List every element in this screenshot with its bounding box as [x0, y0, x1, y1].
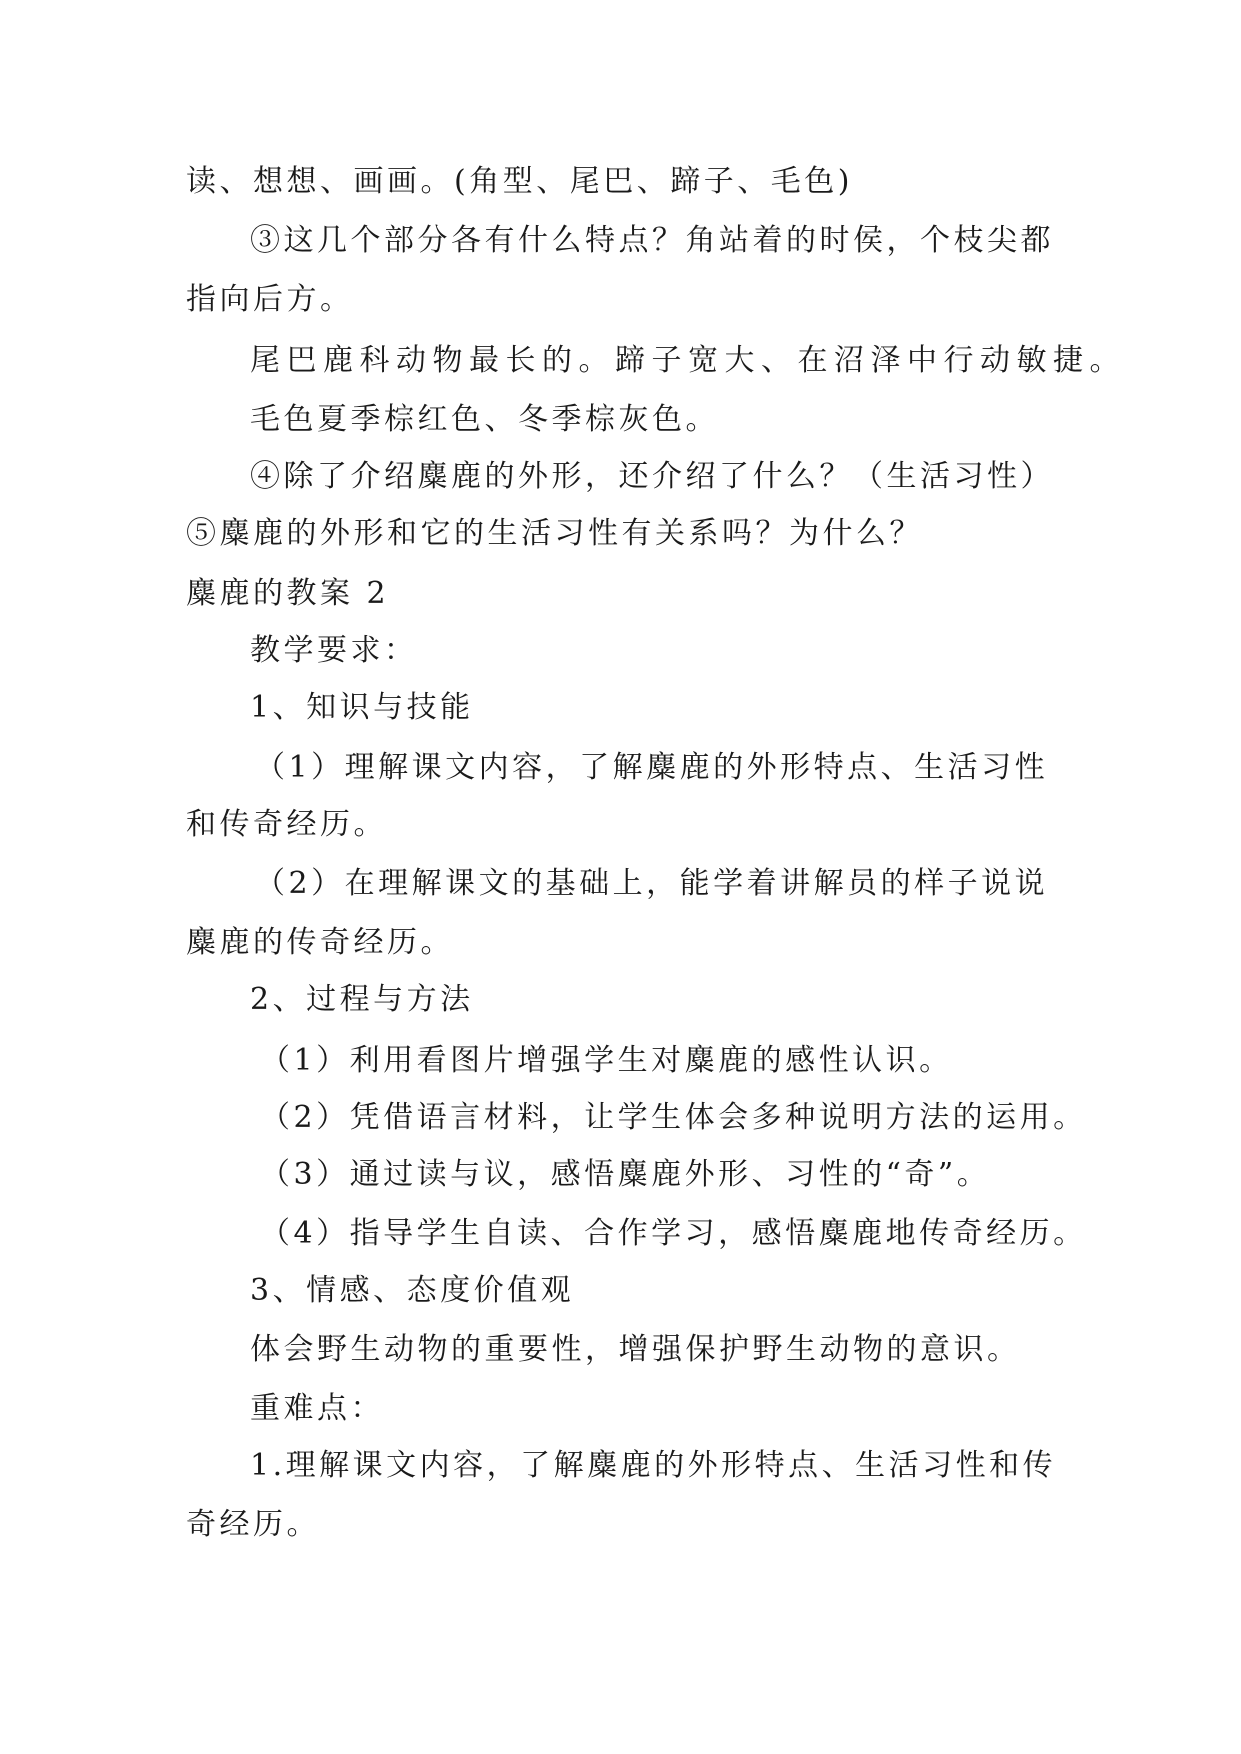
text-line: ③这几个部分各有什么特点？角站着的时侯，个枝尖都	[250, 223, 1054, 258]
text-line: （2）凭借语言材料，让学生体会多种说明方法的运用。	[260, 1100, 1087, 1135]
text-line: 指向后方。	[186, 282, 354, 317]
text-line: 读、想想、画画。(角型、尾巴、蹄子、毛色)	[186, 164, 853, 199]
text-line: 麋鹿的传奇经历。	[186, 925, 454, 960]
text-line: 体会野生动物的重要性，增强保护野生动物的意识。	[250, 1332, 1021, 1367]
text-line: （2）在理解课文的基础上，能学着讲解员的样子说说	[255, 866, 1049, 901]
text-line: 尾巴鹿科动物最长的。蹄子宽大、在沼泽中行动敏捷。	[250, 343, 1126, 378]
text-line: ④除了介绍麋鹿的外形，还介绍了什么？（生活习性）	[250, 459, 1054, 494]
text-line: （3）通过读与议，感悟麋鹿外形、习性的“奇”。	[260, 1157, 991, 1192]
text-line: 毛色夏季棕红色、冬季棕灰色。	[250, 402, 719, 437]
text-line: 3、情感、态度价值观	[250, 1273, 575, 1308]
text-line: 1.理解课文内容，了解麋鹿的外形特点、生活习性和传	[250, 1448, 1057, 1483]
text-line: 2、过程与方法	[250, 982, 474, 1017]
section-heading: 麋鹿的教案 2	[186, 576, 390, 611]
text-line: （4）指导学生自读、合作学习，感悟麋鹿地传奇经历。	[260, 1216, 1087, 1251]
text-line: 奇经历。	[186, 1507, 320, 1542]
text-line: 教学要求：	[250, 633, 418, 668]
text-line: ⑤麋鹿的外形和它的生活习性有关系吗？为什么？	[186, 516, 923, 551]
text-line: 重难点：	[250, 1391, 384, 1426]
text-line: 和传奇经历。	[186, 807, 387, 842]
text-line: （1）利用看图片增强学生对麋鹿的感性认识。	[260, 1043, 953, 1078]
text-line: 1、知识与技能	[250, 690, 474, 725]
text-line: （1）理解课文内容，了解麋鹿的外形特点、生活习性	[255, 750, 1049, 785]
